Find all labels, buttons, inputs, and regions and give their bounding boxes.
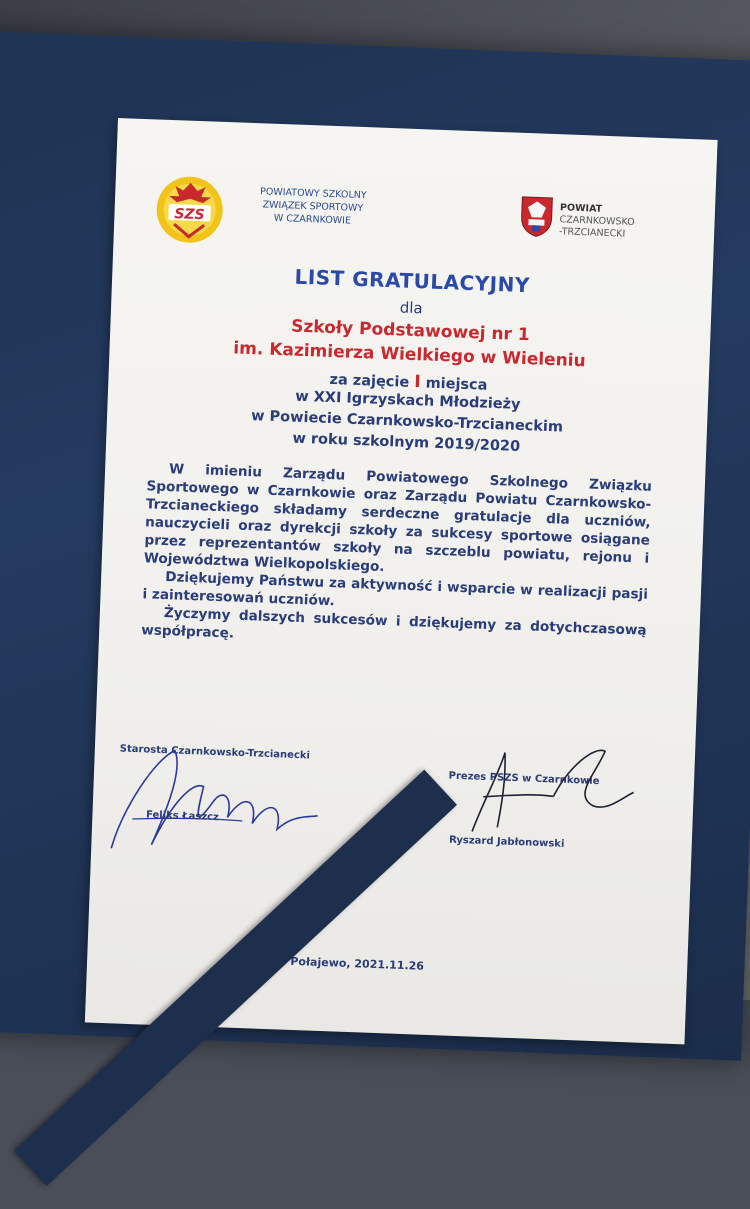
left-organization-name [232,184,393,229]
certificate-title: LIST GRATULACYJNY [294,264,531,298]
left-org-line-2: ZWIĄZEK SPORTOWY [262,199,364,215]
body-paragraph-3: Życzymy dalszych sukcesów i dziękujemy za dotychczasową współpracę. [140,605,647,642]
szs-logo-icon [153,173,226,246]
szs-logo-text: SZS [174,206,205,224]
right-signatory-name: Ryszard Jabłonowski [448,834,565,850]
right-organization-name [559,202,680,242]
right-org-line-1: CZARNKOWSKO [559,214,635,228]
left-org-line-1: POWIATOWY SZKOLNY [259,186,367,202]
school-name-line-2: im. Kazimierza Wielkiego w Wieleniu [233,338,587,372]
left-signatory-name: Feliks Łaszcz [145,809,220,824]
place-suffix: miejsca [420,375,488,394]
school-name-line-1: Szkoły Podstawowej nr 1 [290,316,530,346]
place-prefix: za zajęcie [329,371,415,392]
school-year-line: w roku szkolnym 2019/2020 [292,430,521,455]
right-org-title: POWIAT [559,202,603,215]
place-and-date: Połajewo, 2021.11.26 [290,954,425,973]
place-number: I [413,372,421,393]
certificate-body [141,459,652,657]
games-line: w XXI Igrzyskach Młodzieży [294,388,521,413]
right-signatory-title: Prezes PSZS w Czarnkowie [448,770,600,788]
coat-of-arms-icon [519,195,555,238]
left-signature-icon [91,738,325,866]
left-signatory-title: Starosta Czarnkowsko-Trzcianecki [119,743,311,762]
right-org-line-2: -TRZCIANECKI [558,226,626,240]
region-line: w Powiecie Czarnkowsko-Trzcianeckim [250,408,564,436]
body-paragraph-1: W imieniu Zarządu Powiatowego Szkolnego Związku Sportowego w Czarnkowie oraz Zarządu Powiatu Czarnkowsko-Trzcianeckiego składamy serdeczne gratulacje dla uczniów, nauczycieli oraz dyrekcji szkoły za sukcesy sportowe osiągane przez reprezentantów szkoły na szczeblu powiatu, rejonu i Województwa Wielkopolskiego. [143,461,653,576]
certificate-for: dla [399,298,423,318]
body-paragraph-2: Dziękujemy Państwu za aktywność i wsparcie w realizacji pasji i zainteresowań uczniów. [142,569,649,610]
left-org-line-3: W CZARNKOWIE [273,212,352,227]
certificate-sheet [85,118,718,1044]
right-signature-icon [442,730,646,847]
